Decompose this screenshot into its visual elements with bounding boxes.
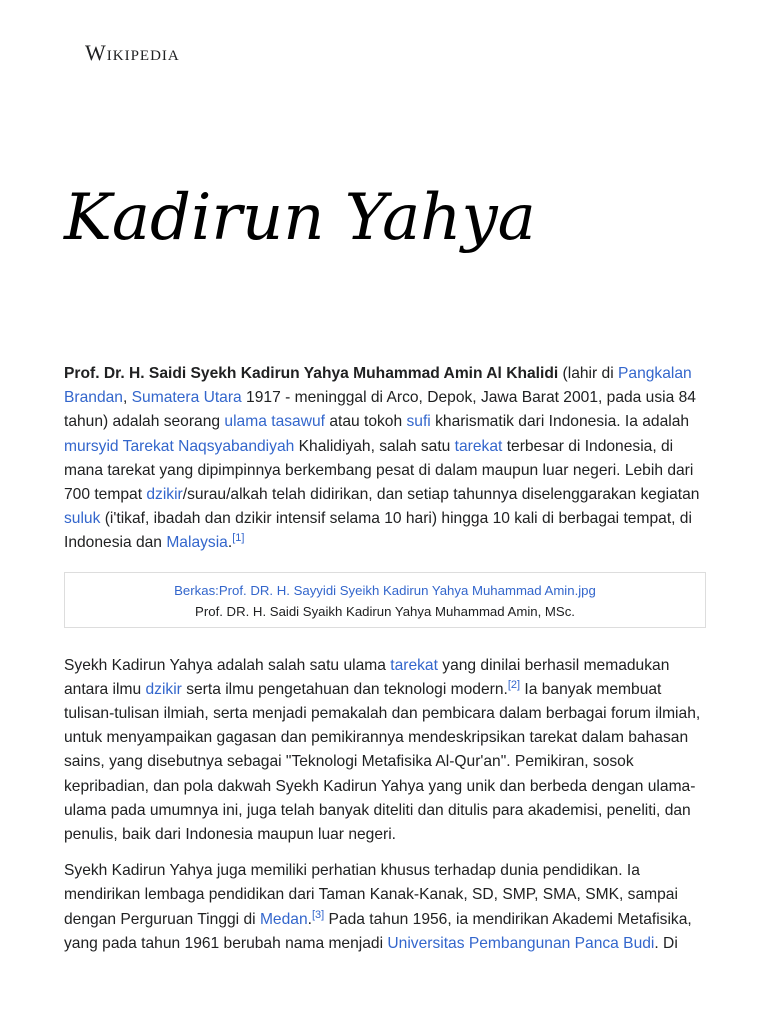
text: Pada tahun 1956, ia mendirikan Akademi Metafisika, yang pada tahun 1961 berubah nama menjadi [64, 910, 692, 952]
link-tarekat-naqsyabandiyah[interactable]: Tarekat Naqsyabandiyah [122, 437, 295, 455]
link-universitas-pembangunan-panca-budi[interactable]: Universitas Pembangunan Panca Budi [387, 934, 655, 952]
text: Ia banyak membuat tulisan-tulisan ilmiah, serta menjadi pemakalah dan pembicara dalam berbagai forum ilmiah, untuk menyampaikan gagasan dan pemikirannya mendeskripsikan tarekat dalam bahasan sains, yang disebutnya sebagai "Teknologi Metafisika Al-Qur'an". Pemikiran, sosok kepribadian, dan pola dakwah Syekh Kadirun Yahya yang unik dan berbeda dengan ulama-ulama pada umumnya ini, juga telah banyak diteliti dan ditulis para akademisi, peneliti, dan penulis, baik dari Indonesia maupun luar negeri. [64, 680, 701, 844]
text: Khalidiyah, salah satu [294, 437, 455, 455]
subject-name: Prof. Dr. H. Saidi Syekh Kadirun Yahya Muhammad Amin Al Khalidi [64, 365, 559, 382]
link-sufi[interactable]: sufi [406, 413, 431, 431]
text: . [307, 910, 312, 928]
text: , [122, 389, 132, 407]
page-title: Kadirun Yahya [64, 181, 536, 255]
paragraph-2 [64, 654, 706, 848]
reference-1[interactable]: [1] [232, 532, 245, 545]
link-tasawuf[interactable]: tasawuf [271, 413, 325, 431]
image-figure [64, 572, 706, 628]
text: Syekh Kadirun Yahya adalah salah satu ulama [64, 656, 391, 674]
link-sumatera-utara[interactable]: Sumatera Utara [131, 389, 242, 407]
text: serta ilmu pengetahuan dan teknologi modern. [181, 680, 508, 698]
text: terbesar di Indonesia, di mana tarekat yang dipimpinnya berkembang pesat di dalam maupun luar negeri. Lebih dari 700 tempat [64, 437, 694, 504]
link-dzikir[interactable]: dzikir [145, 680, 182, 698]
paragraph-intro [64, 362, 706, 556]
link-mursyid[interactable]: mursyid [64, 437, 119, 455]
link-medan[interactable]: Medan [259, 910, 308, 928]
text: kharismatik dari Indonesia. Ia adalah [430, 413, 690, 431]
link-dzikir[interactable]: dzikir [146, 486, 183, 504]
link-ulama[interactable]: ulama [224, 413, 267, 431]
text: /surau/alkah telah didirikan, dan setiap tahunnya diselenggarakan kegiatan [182, 486, 700, 504]
text: atau tokoh [324, 413, 407, 431]
link-tarekat[interactable]: tarekat [454, 437, 503, 455]
link-pangkalan-brandan[interactable]: Pangkalan Brandan [64, 365, 692, 407]
link-suluk[interactable]: suluk [64, 510, 101, 528]
text: yang dinilai berhasil memadukan antara ilmu [64, 656, 670, 698]
text: . [227, 534, 233, 552]
text: 1917 - meninggal di Arco, Depok, Jawa Barat 2001, pada usia 84 tahun) adalah seorang [64, 389, 696, 431]
link-malaysia[interactable]: Malaysia [166, 534, 228, 552]
article-body [64, 362, 706, 956]
image-caption: Prof. DR. H. Saidi Syaikh Kadirun Yahya Muhammad Amin, MSc. [195, 603, 575, 619]
reference-3[interactable]: [3] [311, 908, 325, 921]
paragraph-3 [64, 859, 706, 956]
text: (i'tikaf, ibadah dan dzikir intensif selama 10 hari) hingga 10 kali di berbagai tempat, di Indonesia dan [64, 510, 692, 552]
wikipedia-logo[interactable]: Wikipedia [85, 40, 180, 65]
text: (lahir di [558, 365, 618, 382]
text: Syekh Kadirun Yahya juga memiliki perhatian khusus terhadap dunia pendidikan. Ia mendirikan lembaga pendidikan dari Taman Kanak-Kanak, SD, SMP, SMA, SMK, sampai dengan Perguruan Tinggi di [64, 862, 678, 928]
image-file-link[interactable]: Berkas:Prof. DR. H. Sayyidi Syeikh Kadirun Yahya Muhammad Amin.jpg [174, 582, 596, 598]
reference-2[interactable]: [2] [507, 678, 521, 691]
text: . Di [654, 934, 678, 952]
link-tarekat[interactable]: tarekat [390, 656, 438, 674]
